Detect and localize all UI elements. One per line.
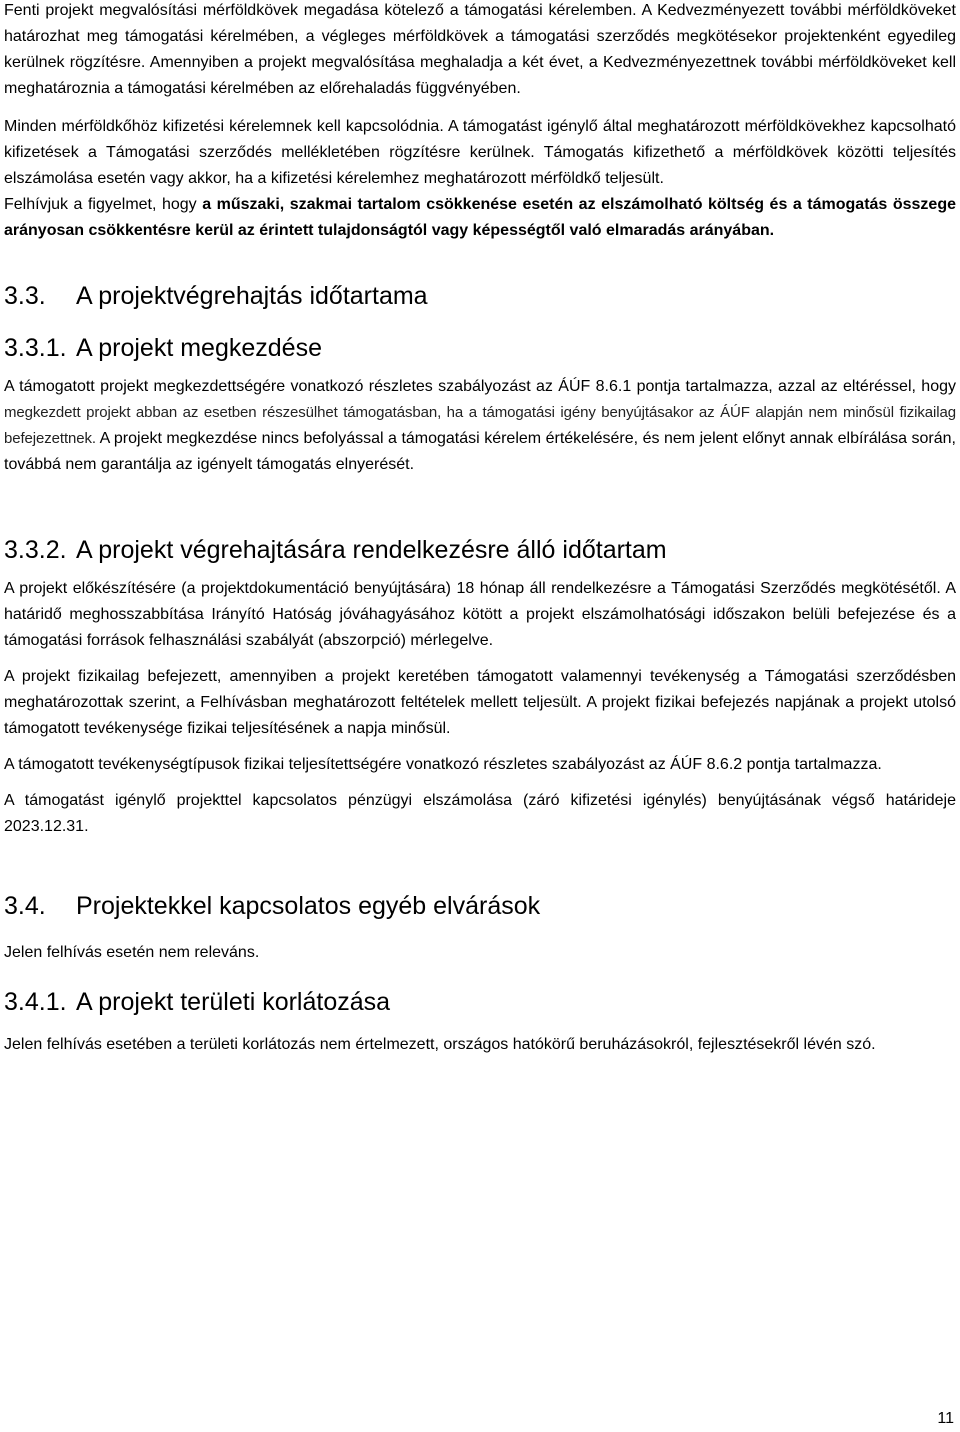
section-3-3-1-part-1: A támogatott projekt megkezdettségére vonatkozó részletes szabályozást az ÁÚF 8.6.1 pontja tartalmazza, azzal az eltéréssel, hogy (4, 378, 956, 395)
section-3-3-2-paragraph-1: A projekt előkészítésére (a projektdokumentáció benyújtására) 18 hónap áll rendelkezésre a Támogatási Szerződés megkötésétől. A határidő meghosszabbítása Irányító Hatóság jóváhagyásához kötött a projekt elszámolhatósági időszakon belüli befejezése és a támogatási források felhasználási szabályát (abszorpció) mérlegelve. (4, 580, 956, 649)
milestones-paragraph-3 (4, 192, 956, 244)
section-3-3-2-paragraph-2: A projekt fizikailag befejezett, amennyiben a projekt keretében támogatott valamennyi tevékenység a Támogatási szerződésben meghatározottak szerint, a Felhívásban meghatározott feltételek mellett teljesült. A projekt fizikai befejezés napjának a projekt utolsó támogatott tevékenysége fizikai teljesítésének a napja minősül. (4, 668, 956, 737)
section-3-3-title: A projektvégrehajtás időtartama (76, 282, 428, 310)
section-3-3-2-heading (4, 534, 956, 566)
section-3-4-1-number: 3.4.1. (4, 988, 67, 1016)
section-3-3-1-heading (4, 332, 956, 364)
milestones-paragraph-1: Fenti projekt megvalósítási mérföldkövek megadása kötelező a támogatási kérelemben. A Kedvezményezett további mérföldköveket határozhat meg támogatási kérelmében, a végleges mérföldkövek a támogatási szerződés megkötésekor projektenként egyedileg kerülnek rögzítésre. Amennyiben a projekt megvalósítása meghaladja a két évet, a Kedvezményezettnek további mérföldköveket kell meghatároznia a támogatási kérelmében az előrehaladás függvényében. (4, 2, 956, 97)
section-3-3-2-paragraph-4: A támogatást igénylő projekttel kapcsolatos pénzügyi elszámolása (záró kifizetési igénylés) benyújtásának végső határideje 2023.12.31. (4, 792, 956, 835)
section-3-3-2-title: A projekt végrehajtására rendelkezésre álló időtartam (76, 536, 667, 564)
section-3-4-number: 3.4. (4, 892, 46, 920)
section-3-3-1-part-2: megkezdett projekt abban az esetben részesülhet támogatásban, ha a támogatási igény benyújtásakor az ÁÚF alapján nem minősül fizikailag befejezettnek. (4, 404, 956, 447)
section-3-4-title: Projektekkel kapcsolatos egyéb elvárások (76, 892, 541, 920)
section-3-3-1-paragraph (4, 374, 956, 478)
milestones-paragraph-3-bold: a műszaki, szakmai tartalom csökkenése esetén az elszámolható költség és a támogatás összege arányosan csökkentésre kerül az érintett tulajdonságtól vagy képességtől való elmaradás arányában. (4, 196, 956, 239)
section-3-3-1-title: A projekt megkezdése (76, 334, 322, 362)
section-3-3-number: 3.3. (4, 282, 46, 310)
section-3-4-paragraph: Jelen felhívás esetén nem releváns. (4, 944, 260, 961)
section-3-4-1-paragraph: Jelen felhívás esetében a területi korlátozás nem értelmezett, országos hatókörű beruházásokról, fejlesztésekről lévén szó. (4, 1036, 876, 1053)
page-number: 11 (937, 1410, 954, 1427)
section-3-4-1-heading (4, 986, 956, 1018)
section-3-3-1-number: 3.3.1. (4, 334, 67, 362)
section-3-3-2-paragraph-3: A támogatott tevékenységtípusok fizikai teljesítettségére vonatkozó részletes szabályozást az ÁÚF 8.6.2 pontja tartalmazza. (4, 756, 882, 773)
document-page (4, 0, 956, 1058)
section-3-3-2-number: 3.3.2. (4, 536, 67, 564)
section-3-4-1-title: A projekt területi korlátozása (76, 988, 391, 1016)
section-3-3-heading (4, 280, 956, 312)
milestones-paragraph-2: Minden mérföldkőhöz kifizetési kérelemnek kell kapcsolódnia. A támogatást igénylő által meghatározott mérföldkövekhez kapcsolható kifizetések a Támogatási szerződés mellékletében rögzítésre kerülnek. Támogatás kifizethető a mérföldkövek közötti teljesítés elszámolása esetén vagy akkor, ha a kifizetési kérelemhez meghatározott mérföldkő teljesült. (4, 118, 956, 187)
section-3-3-1-part-3: A projekt megkezdése nincs befolyással a támogatási kérelem értékelésére, és nem jelent előnyt annak elbírálása során, továbbá nem garantálja az igényelt támogatás elnyerését. (4, 430, 956, 473)
milestones-paragraph-3-lead: Felhívjuk a figyelmet, hogy (4, 196, 203, 213)
section-3-4-heading (4, 890, 956, 922)
